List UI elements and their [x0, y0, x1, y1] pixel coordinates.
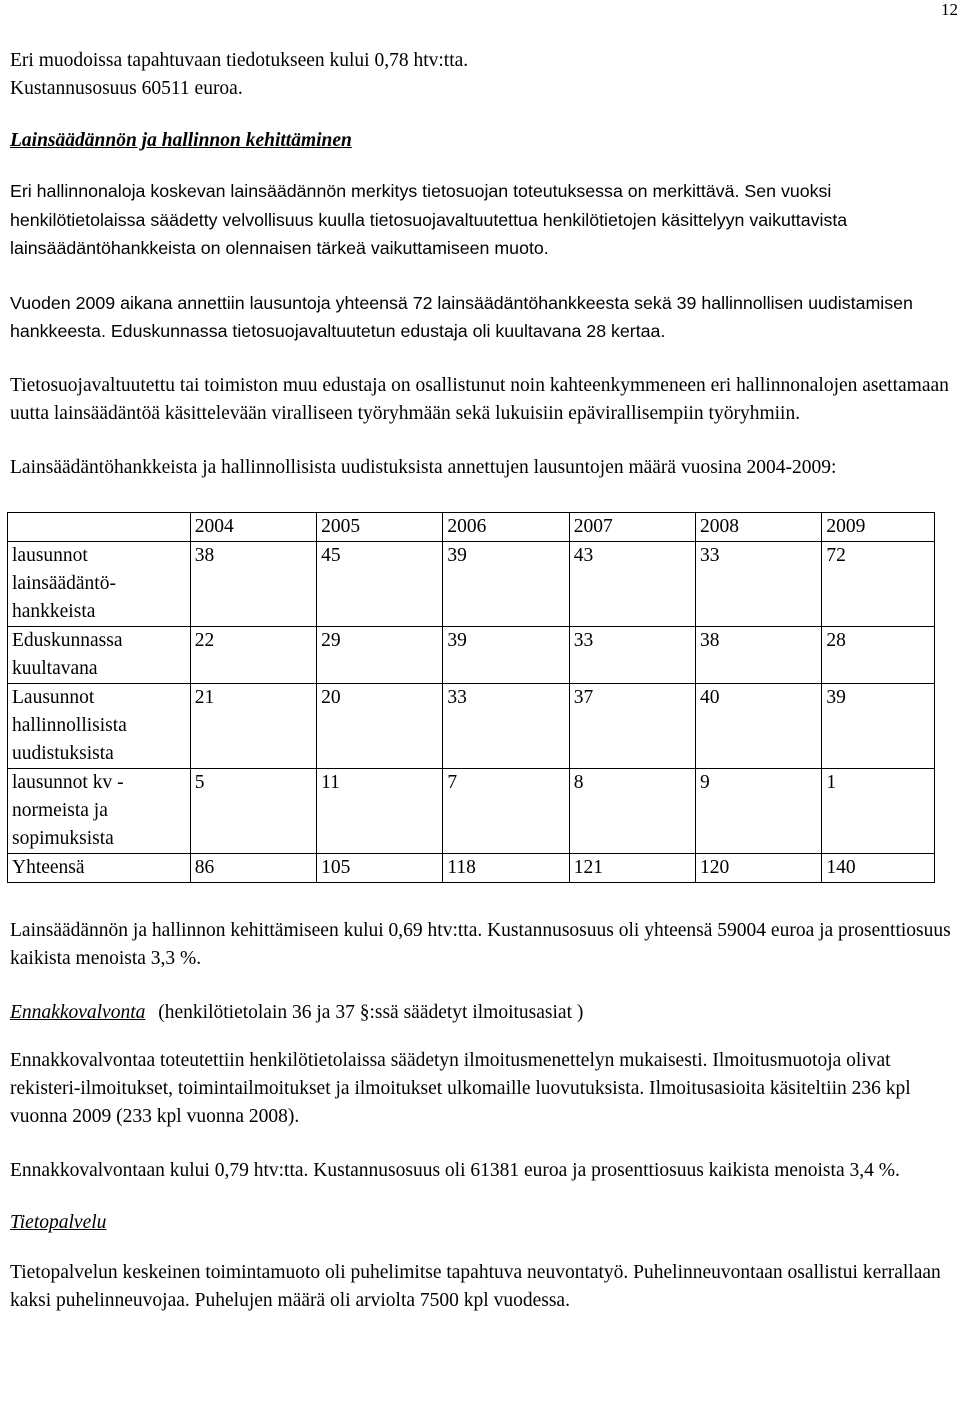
ennakkovalvonta-heading-suffix: (henkilötietolain 36 ja 37 §:ssä säädetyt ilmoitusasiat ) — [158, 1001, 584, 1023]
row-label: Yhteensä — [8, 853, 191, 882]
table-cell: 1 — [822, 768, 935, 853]
section-heading-lainsaadanto: Lainsäädännön ja hallinnon kehittäminen — [10, 130, 352, 151]
table-cell: 45 — [317, 541, 443, 626]
table-cell: 33 — [569, 626, 695, 683]
table-cell: 105 — [317, 853, 443, 882]
table-cell: 9 — [696, 768, 822, 853]
section1-paragraph-2: Vuoden 2009 aikana annettiin lausuntoja yhteensä 72 lainsäädäntöhankkeesta sekä 39 hallinnollisen uudistamisen hankkeesta. Eduskunnassa tietosuojavaltuutetun edustaja oli kuultavana 28 kertaa. — [10, 292, 913, 341]
page-number: 12 — [941, 0, 958, 19]
table-cell: 86 — [190, 853, 316, 882]
section-heading-ennakkovalvonta — [10, 999, 955, 1027]
table-header-empty — [8, 512, 191, 541]
row-label: lausunnot kv - normeista ja sopimuksista — [8, 768, 191, 853]
intro-paragraph — [10, 47, 955, 103]
row-label: Eduskunnassa kuultavana — [8, 626, 191, 683]
tietopalvelu-heading: Tietopalvelu — [10, 1211, 107, 1233]
table-cell: 121 — [569, 853, 695, 882]
table-cell: 39 — [822, 683, 935, 768]
table-header-row — [8, 512, 935, 541]
table-cell: 28 — [822, 626, 935, 683]
intro-line-2: Kustannusosuus 60511 euroa. — [10, 78, 243, 99]
table-cell: 11 — [317, 768, 443, 853]
table-header-year: 2006 — [443, 512, 569, 541]
table-cell: 33 — [443, 683, 569, 768]
table-cell: 38 — [190, 541, 316, 626]
table-cell: 37 — [569, 683, 695, 768]
table-cell: 140 — [822, 853, 935, 882]
table-header-year: 2007 — [569, 512, 695, 541]
table-cell: 39 — [443, 541, 569, 626]
table-cell: 29 — [317, 626, 443, 683]
table-header-year: 2009 — [822, 512, 935, 541]
table-cell: 7 — [443, 768, 569, 853]
table-cell: 5 — [190, 768, 316, 853]
table-cell: 118 — [443, 853, 569, 882]
table-cell: 33 — [696, 541, 822, 626]
table-cell: 21 — [190, 683, 316, 768]
section1-paragraph-3: Tietosuojavaltuutettu tai toimiston muu edustaja on osallistunut noin kahteenkymmeneen eri hallinnonalojen asettamaan uutta lainsäädäntöä käsittelevään viralliseen työryhmään sekä lukuisiin epävirallisempiin työryhmiin. — [10, 374, 949, 424]
document-body — [10, 47, 955, 1341]
table-cell: 39 — [443, 626, 569, 683]
section1-paragraph-1: Eri hallinnonaloja koskevan lainsäädännön merkitys tietosuojan toteutuksessa on merkittävä. Sen vuoksi henkilötietolaissa säädetty velvollisuus kuulla tietosuojavaltuutettua henkilötietojen käsittelyyn vaikuttavista lainsäädäntöhankkeista on olennaisen tärkeä vaikuttamiseen muoto. — [10, 181, 848, 258]
table-header-year: 2004 — [190, 512, 316, 541]
section2-paragraph-1: Ennakkovalvontaa toteutettiin henkilötietolaissa säädetyn ilmoitusmenettelyn mukaisesti. Ilmoitusmuotoja olivat rekisteri-ilmoitukset, toimintailmoitukset ja ilmoitukset ulkomaille luovutuksista. Ilmoitusasioita käsiteltiin 236 kpl vuonna 2009 (233 kpl vuonna 2008). — [10, 1049, 911, 1127]
table-header-year: 2005 — [317, 512, 443, 541]
section-heading-tietopalvelu — [10, 1209, 955, 1237]
table-cell: 8 — [569, 768, 695, 853]
intro-line-1: Eri muodoissa tapahtuvaan tiedotukseen kului 0,78 htv:tta. — [10, 50, 469, 71]
section1-paragraph-4: Lainsäädännön ja hallinnon kehittämiseen kului 0,69 htv:tta. Kustannusosuus oli yhteensä 59004 euroa ja prosenttiosuus kaikista menoista 3,3 %. — [10, 919, 951, 969]
table-row — [8, 626, 935, 683]
ennakkovalvonta-heading: Ennakkovalvonta — [10, 1001, 146, 1023]
table-row — [8, 541, 935, 626]
section2-paragraph-2: Ennakkovalvontaan kului 0,79 htv:tta. Kustannusosuus oli 61381 euroa ja prosenttiosuus kaikista menoista 3,4 %. — [10, 1159, 900, 1181]
table-cell: 120 — [696, 853, 822, 882]
table-cell: 72 — [822, 541, 935, 626]
table-cell: 38 — [696, 626, 822, 683]
table-cell: 22 — [190, 626, 316, 683]
statements-table — [7, 512, 935, 883]
table-cell: 40 — [696, 683, 822, 768]
table-cell: 43 — [569, 541, 695, 626]
table-caption: Lainsäädäntöhankkeista ja hallinnollisista uudistuksista annettujen lausuntojen määrä vuosina 2004-2009: — [10, 456, 837, 478]
table-header-year: 2008 — [696, 512, 822, 541]
table-row — [8, 768, 935, 853]
row-label: Lausunnot hallinnollisista uudistuksista — [8, 683, 191, 768]
table-cell: 20 — [317, 683, 443, 768]
table-total-row — [8, 853, 935, 882]
section3-paragraph-1: Tietopalvelun keskeinen toimintamuoto oli puhelimitse tapahtuva neuvontatyö. Puhelinneuvontaan osallistui kerrallaan kaksi puhelinneuvojaa. Puhelujen määrä oli arviolta 7500 kpl vuodessa. — [10, 1261, 941, 1311]
row-label: lausunnot lainsäädäntö-hankkeista — [8, 541, 191, 626]
table-row — [8, 683, 935, 768]
